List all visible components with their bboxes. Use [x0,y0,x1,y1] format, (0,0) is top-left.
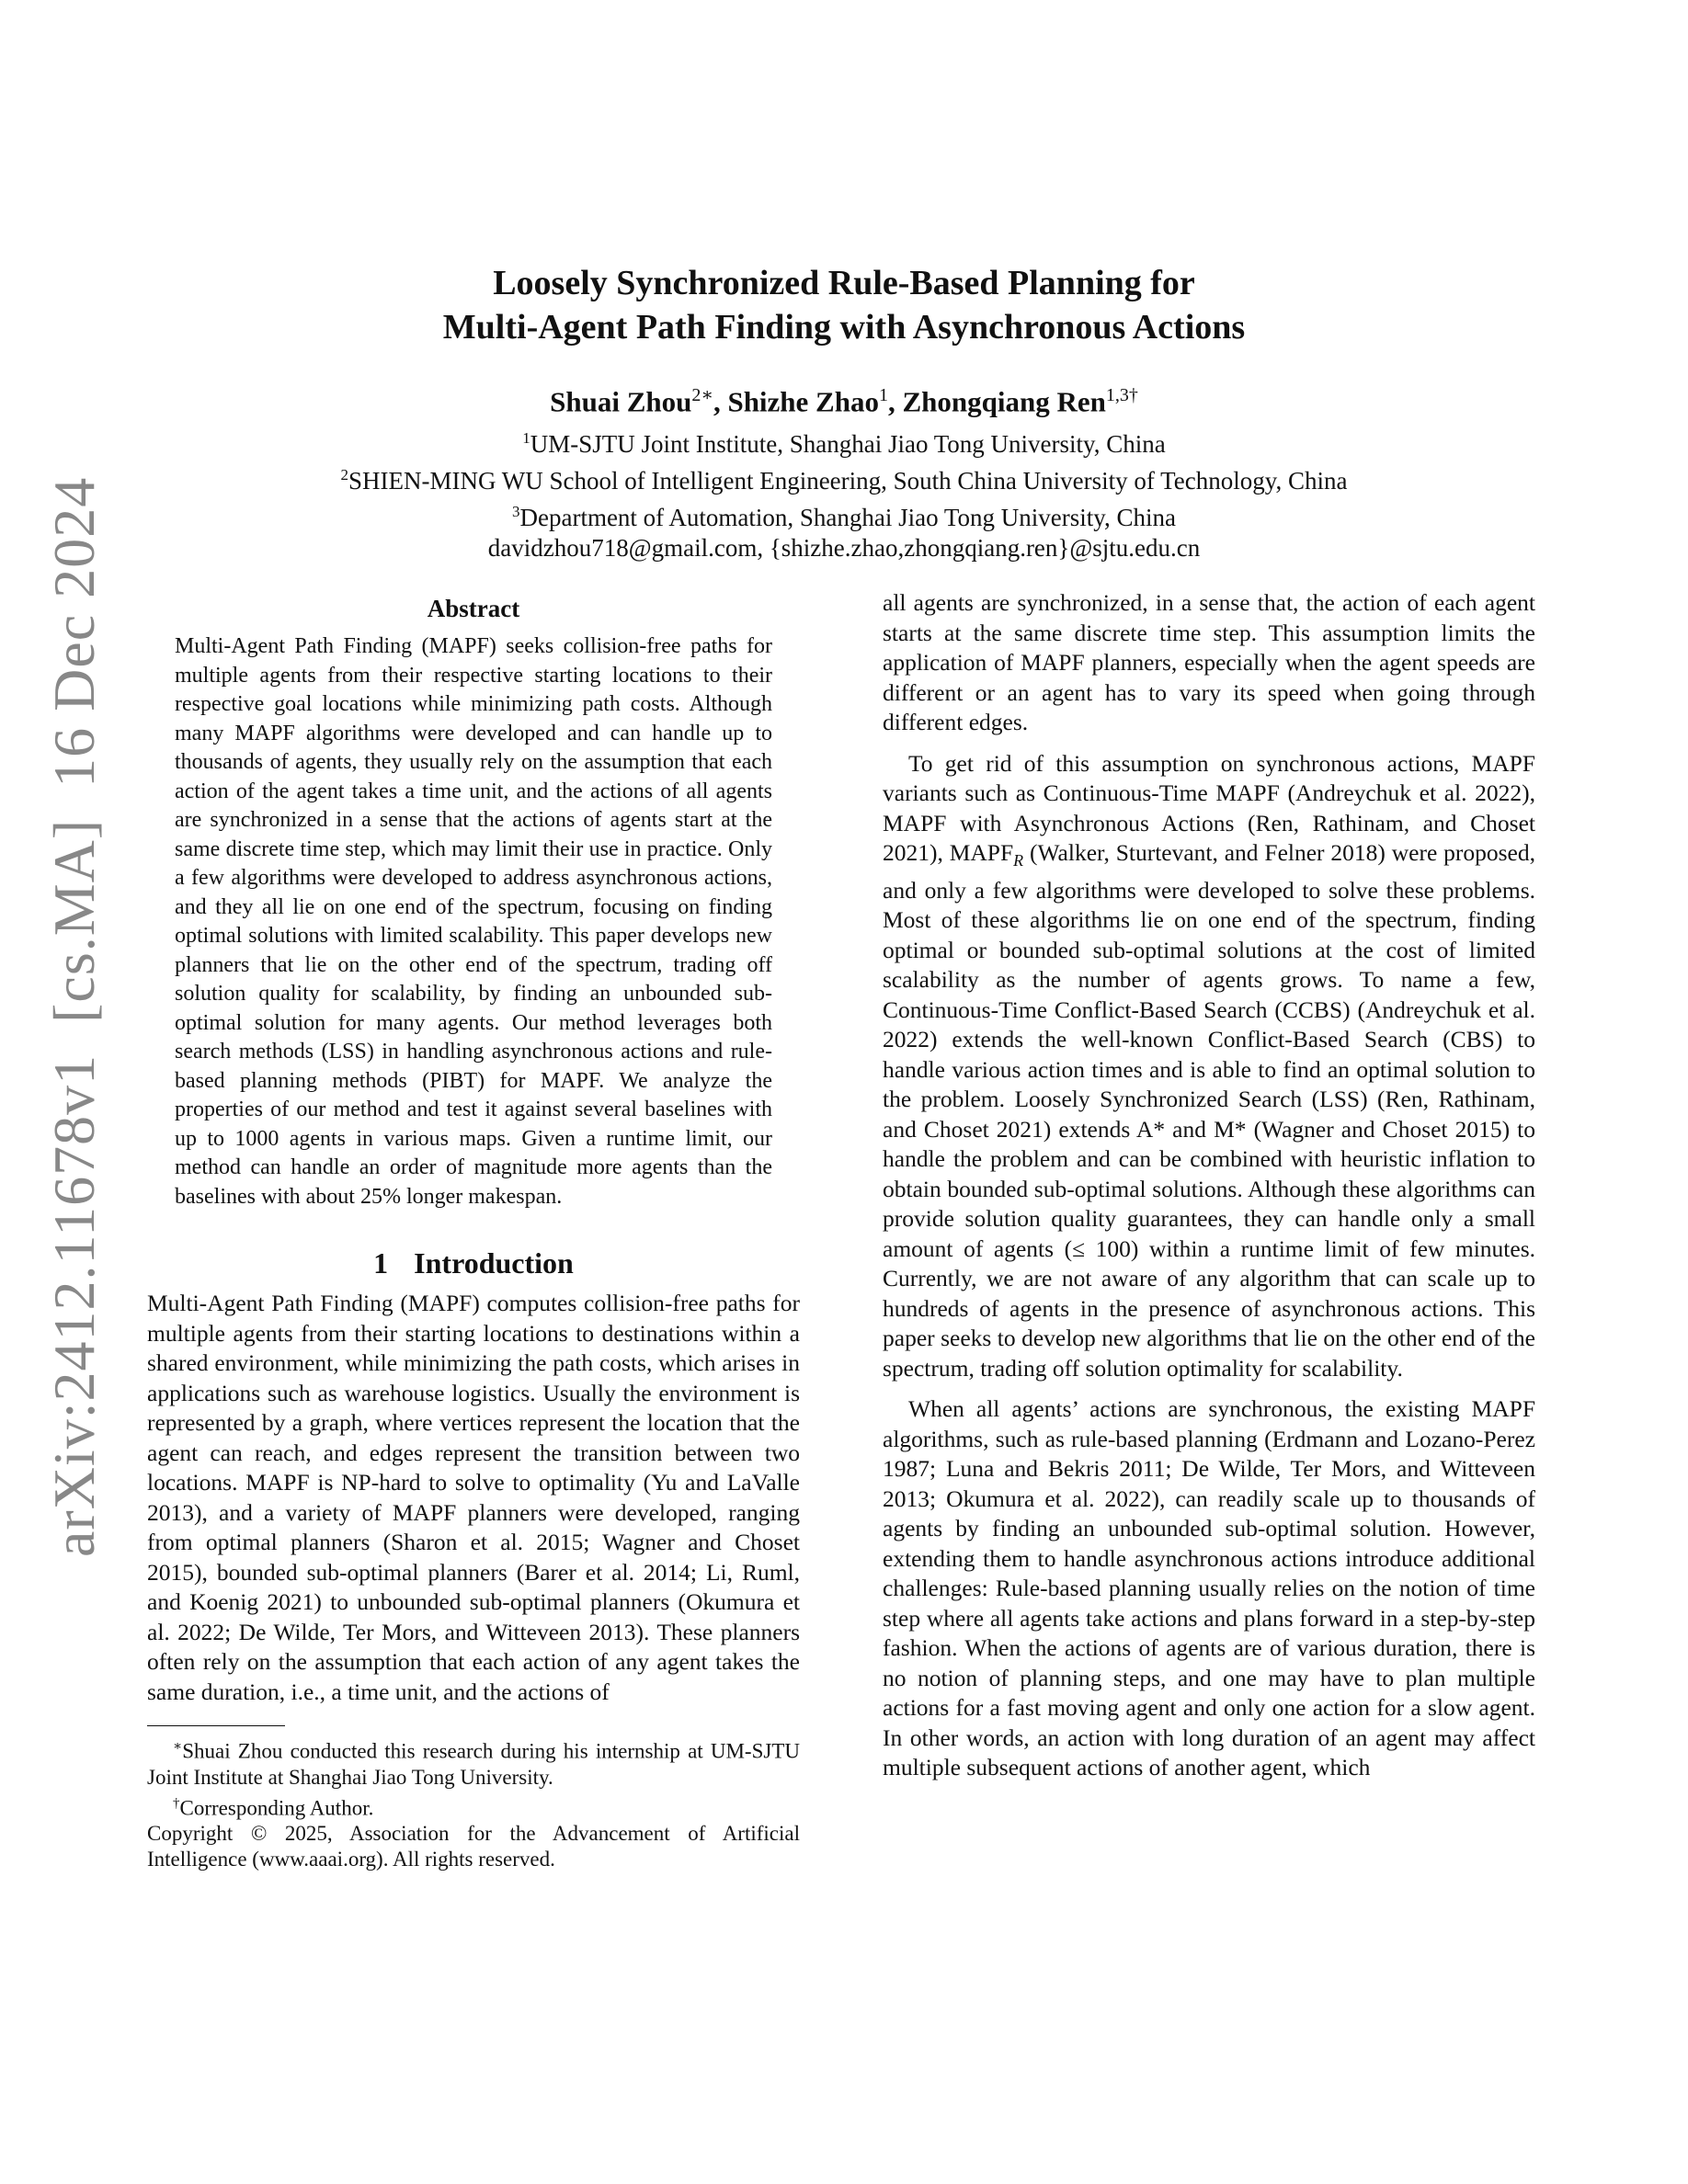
arxiv-id: arXiv:2412.11678v1 [41,1053,107,1557]
author-name: Shuai Zhou [550,385,692,418]
footnote-2: †Corresponding Author. [173,1795,374,1820]
title-line-1: Loosely Synchronized Rule-Based Planning for [493,264,1195,302]
math-subscript: R [1013,851,1024,870]
intro-paragraph-1-continued: all agents are synchronized, in a sense that, the action of each agent starts at the same discrete time step. This assumption limits the application of MAPF planners, especially when the agent speeds are different or an agent has to vary its speed when going through different edges. [883,589,1535,735]
intro-paragraph-1: Multi-Agent Path Finding (MAPF) computes collision-free paths for multiple agents from their starting locations to destinations within a shared environment, while minimizing the path costs, which arises in applications such as warehouse logistics. Usually the environment is represented by a graph, where vertices represent the location that the agent can reach, and edges represent the transition between two locations. MAPF is NP-hard to solve to optimality (Yu and LaValle 2013), and a variety of MAPF planners were developed, ranging from optimal planners (Sharon et al. 2015; Wagner and Choset 2015), bounded sub-optimal planners (Barer et al. 2014; Li, Ruml, and Koenig 2021) to unbounded sub-optimal planners (Okumura et al. 2022; De Wilde, Ter Mors, and Witteveen 2013). These planners often rely on the assumption that each action of any agent takes the same duration, i.e., a time unit, and the actions of [147,1290,800,1705]
left-column [147,588,800,1872]
author-list: Shuai Zhou$^{2∗}$, Shizhe Zhao$^1$, Zhongqiang Ren$^{1,3\dagger}$ [550,385,1138,418]
intro-paragraph-2: To get rid of this assumption on synchronous actions, MAPF variants such as Continuous-Time MAPF (Andreychuk et al. 2022), MAPF with Asynchronous Actions (Ren, Rathinam, and Choset 2021), $MAPF_R$ (Walker, Sturtevant, and Felner 2018) were proposed, and only a few algorithms were developed to solve these problems. Most of these algorithms lie on one end of the spectrum, finding optimal or bounded sub-optimal solutions at the cost of limited scalability as the number of agents grows. To name a few, Continuous-Time Conflict-Based Search (CCBS) (Andreychuk et al. 2022) extends the well-known Conflict-Based Search (CBS) to handle various action times and is able to find an optimal solution to the problem. Loosely Synchronized Search (LSS) (Ren, Rathinam, and Choset 2021) extends A* and M* (Wagner and Choset 2015) to handle the problem and can be combined with heuristic inflation to obtain bounded sub-optimal solutions. Although these algorithms can provide solution quality guarantees, they can handle only a small amount of agents (≤ 100) within a runtime limit of few minutes. Currently, we are not aware of any algorithm that can scale up to hundreds of agents in the presence of asynchronous actions. This paper seeks to develop new algorithms that lie on the other end of the spectrum, trading off solution optimality for scalability. [883,749,1535,1382]
abstract-text: Multi-Agent Path Finding (MAPF) seeks collision-free paths for multiple agents from their respective starting locations to their respective goal locations while minimizing path costs. Although many MAPF algorithms were developed and can handle up to thousands of agents, they usually rely on the assumption that each action of the agent takes a time unit, and the actions of all agents are synchronized in a sense that the actions of agents start at the same discrete time step, which may limit their use in practice. Only a few algorithms were developed to address asynchronous actions, and they all lie on one end of the spectrum, focusing on finding optimal solutions with limited scalability. This paper develops new planners that lie on the other end of the spectrum, trading off solution quality for scalability, by finding an unbounded sub-optimal solution for many agents. Our method leverages both search methods (LSS) in handling asynchronous actions and rule-based planning methods (PIBT) for MAPF. We analyze the properties of our method and test it against several baselines with up to 1000 agents in various maps. Given a runtime limit, our method can handle an order of magnitude more agents than the baselines with about 25% longer makespan. [175,634,772,1209]
arxiv-stamp [41,446,107,1557]
author-affiliation-mark: 2∗ [691,385,713,405]
author-emails: davidzhou718@gmail.com, {shizhe.zhao,zhongqiang.ren}@sjtu.edu.cn [487,534,1201,562]
author-name: Shizhe Zhao [727,385,879,418]
paper-title [0,261,1688,349]
title-line-2: Multi-Agent Path Finding with Asynchronous Actions [442,308,1246,347]
right-column [883,588,1535,1783]
footnotes [147,1734,800,1872]
author-affiliation-mark: 1,3† [1105,385,1138,405]
intro-paragraph-3: When all agents’ actions are synchronous, the existing MAPF algorithms, such as rule-based planning (Erdmann and Lozano-Perez 1987; Luna and Bekris 2011; De Wilde, Ter Mors, and Witteveen 2013; Okumura et al. 2022), can readily scale up to thousands of agents by finding an unbounded sub-optimal solution. However, extending them to handle asynchronous actions introduce additional challenges: Rule-based planning usually relies on the notion of time step where all agents take actions and plans forward in a step-by-step fashion. When the actions of agents are of various duration, there is no notion of planning steps, and one may have to plan multiple actions for a fast moving agent and only one action for a slow agent. In other words, an action with long duration of an agent may affect multiple subsequent actions of another agent, which [883,1395,1535,1781]
footnote-divider [147,1725,285,1726]
author-name: Zhongqiang Ren [902,385,1106,418]
section-number: 1 [373,1246,389,1280]
abstract-heading: Abstract [427,595,520,622]
affiliation: $^3$Department of Automation, Shanghai Jiao Tong University, China [511,503,1176,531]
copyright-notice: Copyright © 2025, Association for the Advancement of Artificial Intelligence (www.aaai.org). All rights reserved. [147,1822,800,1871]
arxiv-date: 16 Dec 2024 [41,476,107,788]
author-affiliation-mark: 1 [878,385,888,405]
arxiv-category: [cs.MA] [41,818,107,1023]
footnote-1: ∗Shuai Zhou conducted this research during his internship at UM-SJTU Joint Institute at Shanghai Jiao Tong University. [147,1739,800,1789]
affiliation: $^1$UM-SJTU Joint Institute, Shanghai Jiao Tong University, China [522,429,1166,458]
section-title: Introduction [414,1246,574,1280]
section-heading-introduction [147,1245,800,1281]
affiliation-list [0,423,1688,563]
affiliation: $^2$SHIEN-MING WU School of Intelligent Engineering, South China University of Technology, China [340,466,1348,495]
